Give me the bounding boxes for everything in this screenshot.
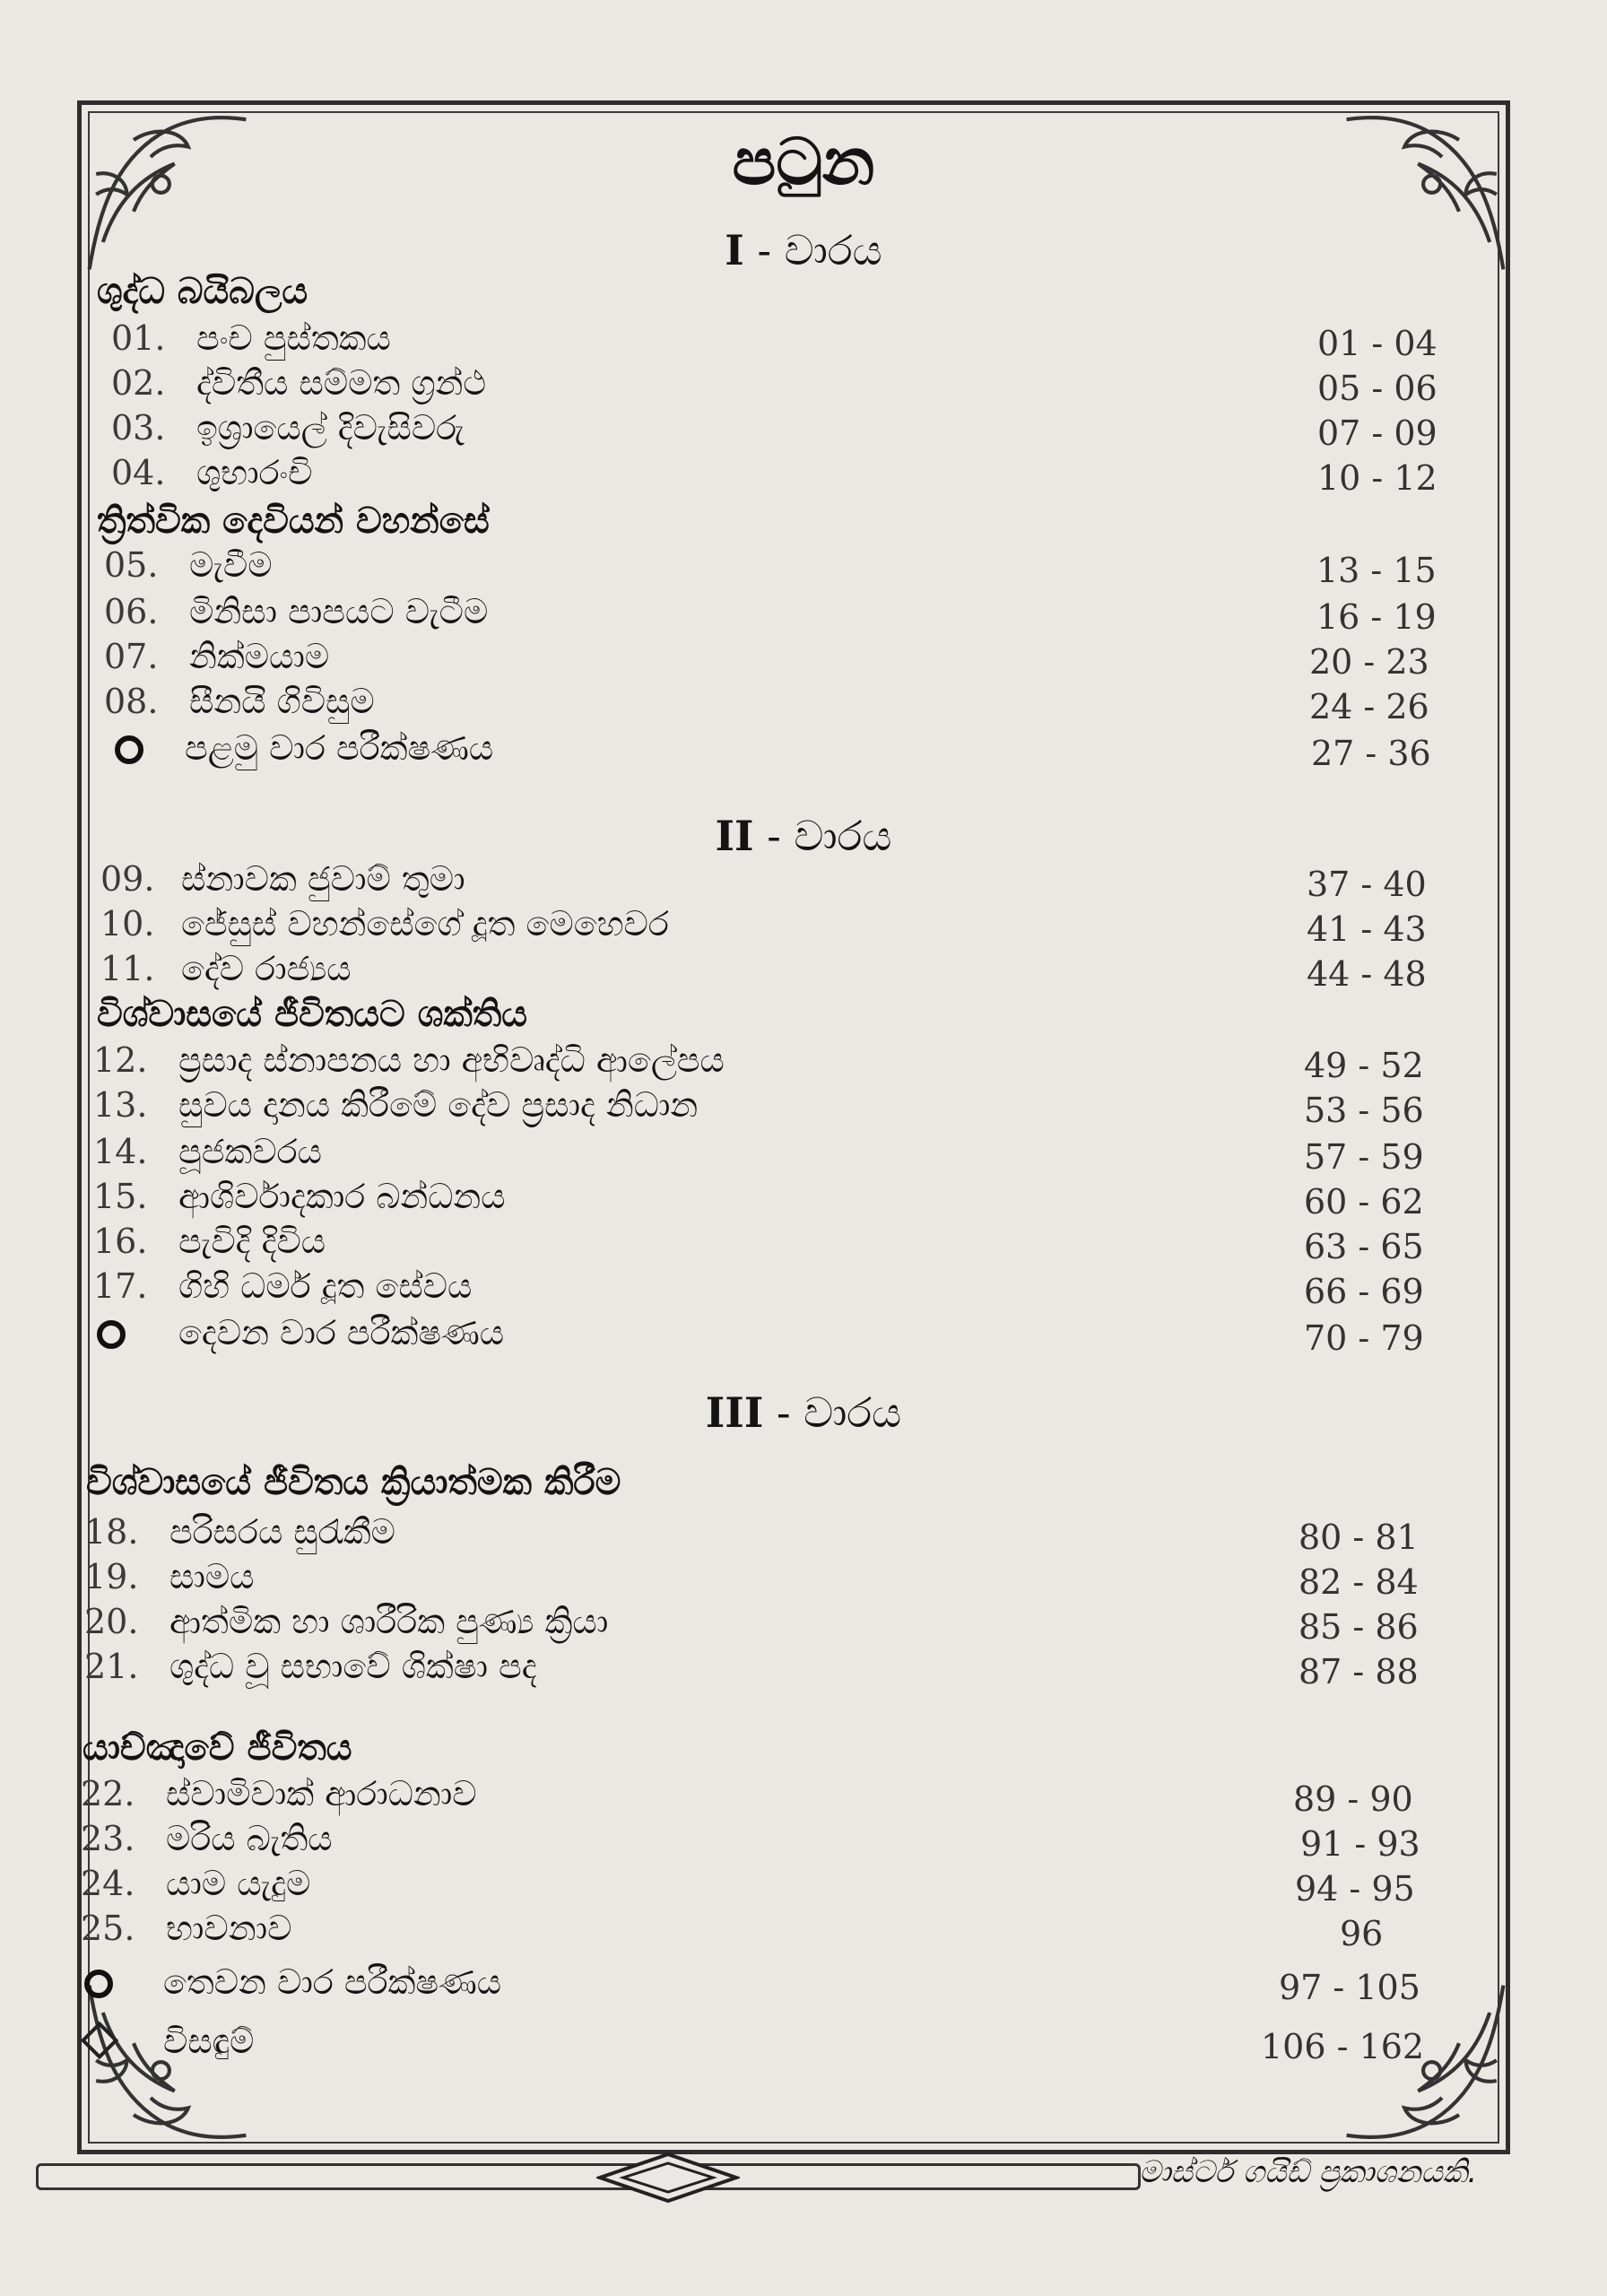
toc-row bbox=[84, 1647, 1438, 1692]
toc-row-test bbox=[93, 1313, 1438, 1358]
entry-pages: 96 bbox=[1340, 1914, 1384, 1953]
footer-bar bbox=[36, 2163, 1141, 2190]
section-heading-3 bbox=[0, 1388, 1607, 1439]
category-heading: යාච්ඤාවේ ජීවිතය bbox=[83, 1727, 352, 1769]
entry-title: පංච පුස්තකය bbox=[196, 318, 391, 358]
entry-title: සුවය දානය කිරීමේ දේව ප්‍රසාද නිධාන bbox=[178, 1085, 699, 1125]
entry-pages: 53 - 56 bbox=[1304, 1091, 1424, 1130]
entry-pages: 91 - 93 bbox=[1300, 1824, 1420, 1864]
entry-title: පැවිදි දිවිය bbox=[178, 1222, 326, 1261]
toc-row bbox=[104, 592, 1440, 637]
ring-bullet-icon bbox=[115, 735, 143, 764]
entry-number: 13. bbox=[93, 1085, 148, 1125]
entry-title: මැවීම bbox=[189, 545, 273, 585]
section-roman: III bbox=[705, 1388, 764, 1437]
entry-title: ස්නාවක ජුවාම් තුමා bbox=[181, 859, 465, 899]
entry-pages: 49 - 52 bbox=[1304, 1046, 1424, 1085]
entry-pages: 13 - 15 bbox=[1316, 551, 1437, 590]
diamond-bullet-icon bbox=[81, 2022, 118, 2059]
entry-pages: 94 - 95 bbox=[1295, 1869, 1415, 1909]
entry-number: 17. bbox=[93, 1266, 148, 1306]
section-roman: II bbox=[715, 812, 754, 860]
entry-pages: 87 - 88 bbox=[1299, 1652, 1419, 1692]
section-label: වාරය bbox=[784, 226, 882, 274]
toc-row bbox=[100, 949, 1437, 994]
publisher-credit: මාස්ටර් ගයිඩ් ප්‍රකාශනයකි. bbox=[1139, 2154, 1478, 2190]
entry-pages: 20 - 23 bbox=[1309, 642, 1429, 682]
entry-number: 04. bbox=[111, 453, 166, 492]
entry-title: පළමු වාර පරීක්ෂණය bbox=[185, 728, 494, 768]
toc-row bbox=[84, 1557, 1438, 1602]
entry-pages: 16 - 19 bbox=[1316, 597, 1437, 637]
entry-number: 10. bbox=[100, 904, 155, 944]
section-label: වාරය bbox=[794, 812, 892, 860]
entry-title: ජේසුස් වහන්සේගේ දූත මෙහෙවර bbox=[181, 904, 669, 944]
entry-title: ද්විතීය සම්මත ග්‍රන්ථ bbox=[196, 363, 487, 403]
entry-number: 25. bbox=[81, 1909, 135, 1948]
entry-number: 20. bbox=[84, 1602, 139, 1641]
entry-title: දෙවන වාර පරීක්ෂණය bbox=[178, 1313, 505, 1352]
entry-title: ගිහි ධර්ම දූත සේවය bbox=[178, 1266, 473, 1306]
entry-title: සාමය bbox=[169, 1557, 255, 1596]
entry-number: 09. bbox=[100, 859, 155, 899]
toc-row bbox=[93, 1040, 1438, 1085]
category-heading: ශුද්ධ බයිබලය bbox=[97, 271, 308, 312]
section-dash: - bbox=[743, 226, 785, 274]
entry-pages: 80 - 81 bbox=[1299, 1518, 1419, 1557]
toc-row bbox=[93, 1085, 1438, 1130]
entry-pages: 70 - 79 bbox=[1304, 1318, 1424, 1358]
entry-pages: 63 - 65 bbox=[1304, 1227, 1424, 1266]
toc-row bbox=[111, 453, 1438, 498]
entry-number: 19. bbox=[84, 1557, 139, 1596]
entry-pages: 05 - 06 bbox=[1317, 369, 1438, 408]
entry-number: 12. bbox=[93, 1040, 148, 1080]
entry-title: ශුද්ධ වූ සභාවේ ශික්ෂා පද bbox=[169, 1647, 537, 1686]
toc-row bbox=[93, 1132, 1438, 1177]
toc-row bbox=[104, 682, 1440, 726]
toc-row bbox=[84, 1512, 1438, 1557]
entry-pages: 97 - 105 bbox=[1279, 1968, 1420, 2007]
toc-row-answers bbox=[81, 2022, 1435, 2066]
toc-row bbox=[104, 637, 1440, 682]
toc-row bbox=[111, 318, 1438, 363]
entry-pages: 85 - 86 bbox=[1299, 1607, 1419, 1647]
footer-diamond-emblem-icon bbox=[596, 2152, 740, 2203]
entry-title: තෙවන වාර පරීක්ෂණය bbox=[163, 1962, 502, 2002]
toc-row bbox=[84, 1602, 1438, 1647]
entry-title: ඉශ්‍රායෙල් දිවැසිවරු bbox=[196, 408, 465, 448]
toc-row bbox=[100, 904, 1437, 949]
category-heading: ත්‍රිත්වික දෙවියන් වහන්සේ bbox=[97, 500, 490, 542]
entry-number: 15. bbox=[93, 1177, 148, 1216]
entry-pages: 10 - 12 bbox=[1317, 458, 1438, 498]
entry-number: 23. bbox=[81, 1819, 135, 1858]
entry-number: 05. bbox=[104, 545, 159, 585]
entry-pages: 57 - 59 bbox=[1304, 1137, 1424, 1177]
entry-number: 01. bbox=[111, 318, 166, 358]
section-heading-2 bbox=[0, 812, 1607, 862]
entry-pages: 24 - 26 bbox=[1309, 687, 1429, 726]
toc-row bbox=[93, 1222, 1438, 1266]
toc-row bbox=[81, 1864, 1435, 1909]
entry-number: 02. bbox=[111, 363, 166, 403]
entry-title: පරිසරය සුරැකීම bbox=[169, 1512, 395, 1552]
entry-number: 06. bbox=[104, 592, 159, 631]
toc-row bbox=[81, 1909, 1435, 1953]
page-title: පටුන bbox=[732, 124, 875, 199]
section-roman: I bbox=[725, 226, 744, 274]
entry-number: 11. bbox=[100, 949, 155, 988]
entry-pages: 07 - 09 bbox=[1317, 413, 1438, 453]
entry-number: 18. bbox=[84, 1512, 139, 1552]
toc-row bbox=[93, 1177, 1438, 1222]
toc-row bbox=[111, 363, 1438, 408]
toc-row-test bbox=[111, 728, 1438, 773]
entry-title: භාවනාව bbox=[166, 1909, 292, 1948]
ring-bullet-icon bbox=[84, 1970, 113, 1998]
entry-title: විසඳුම් bbox=[163, 2022, 255, 2061]
section-dash: - bbox=[763, 1388, 804, 1437]
entry-number: 14. bbox=[93, 1132, 148, 1171]
entry-pages: 41 - 43 bbox=[1307, 909, 1427, 949]
toc-row bbox=[81, 1774, 1435, 1819]
entry-title: මිනිසා පාපයට වැටීම bbox=[189, 592, 489, 631]
toc-row bbox=[81, 1819, 1435, 1864]
entry-pages: 44 - 48 bbox=[1307, 954, 1427, 994]
entry-pages: 82 - 84 bbox=[1299, 1562, 1419, 1602]
entry-number: 08. bbox=[104, 682, 159, 721]
section-heading-1 bbox=[0, 226, 1607, 276]
entry-pages: 27 - 36 bbox=[1311, 734, 1431, 773]
entry-number: 07. bbox=[104, 637, 159, 676]
entry-title: ශුභාරංචි bbox=[196, 453, 313, 492]
entry-number: 03. bbox=[111, 408, 166, 448]
section-label: වාරය bbox=[804, 1388, 902, 1437]
entry-number: 21. bbox=[84, 1647, 139, 1686]
toc-row bbox=[111, 408, 1438, 453]
entry-title: යාම යැදුම bbox=[166, 1864, 311, 1903]
entry-title: ප්‍රසාද ස්නාපනය හා අභිවෘද්ධි ආලේපය bbox=[178, 1040, 725, 1080]
entry-title: මරිය බැතිය bbox=[166, 1819, 333, 1858]
entry-pages: 60 - 62 bbox=[1304, 1182, 1424, 1222]
entry-title: නික්මයාම bbox=[189, 637, 330, 676]
toc-row bbox=[104, 545, 1440, 590]
entry-pages: 66 - 69 bbox=[1304, 1272, 1424, 1311]
entry-title: දේව රාජ්‍යය bbox=[181, 949, 352, 988]
entry-pages: 89 - 90 bbox=[1293, 1779, 1413, 1819]
toc-row bbox=[100, 859, 1437, 904]
entry-title: ආශිර්වාදකාර බන්ධනය bbox=[178, 1177, 506, 1216]
section-dash: - bbox=[753, 812, 795, 860]
entry-title: සීනයි ගිවිසුම bbox=[189, 682, 375, 721]
entry-pages: 106 - 162 bbox=[1261, 2027, 1425, 2066]
entry-title: පූජකවරය bbox=[178, 1132, 322, 1171]
entry-title: ආත්මික හා ශාරීරික පුණ්‍ය ක්‍රියා bbox=[169, 1602, 609, 1641]
ring-bullet-icon bbox=[97, 1320, 126, 1349]
entry-pages: 37 - 40 bbox=[1307, 865, 1427, 904]
entry-number: 22. bbox=[81, 1774, 135, 1813]
category-heading: විශ්වාසයේ ජීවිතයට ශක්තිය bbox=[97, 994, 528, 1035]
entry-number: 16. bbox=[93, 1222, 148, 1261]
toc-row-test bbox=[81, 1962, 1435, 2007]
entry-number: 24. bbox=[81, 1864, 135, 1903]
entry-title: ස්වාමිවාක් ආරාධනාව bbox=[166, 1774, 477, 1813]
toc-row bbox=[93, 1266, 1438, 1311]
entry-pages: 01 - 04 bbox=[1317, 324, 1438, 363]
category-heading: විශ්වාසයේ ජීවිතය ක්‍රියාත්මක කිරීම bbox=[86, 1462, 621, 1503]
